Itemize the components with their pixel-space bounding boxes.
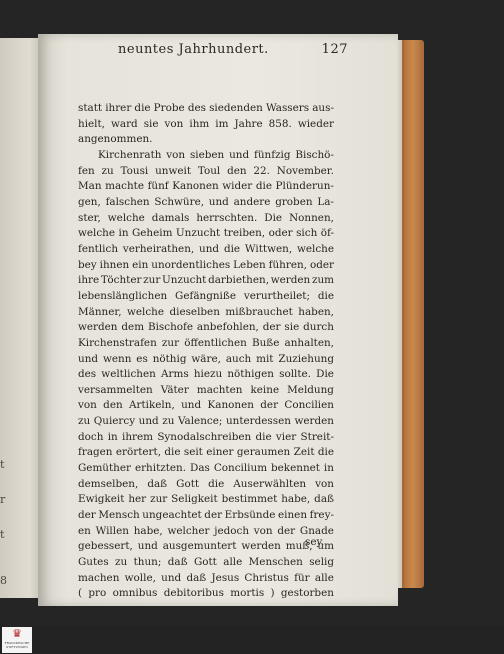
book-fore-edge	[396, 40, 424, 588]
text-line: ster, welche damals herrschten. Die Nonnen,	[78, 211, 334, 224]
text-line: Man machte fünf Kanonen wider die Plünderun-	[78, 180, 334, 193]
text-line: des weltlichen Arms hiezu nöthigen sollte. Die	[78, 368, 334, 381]
running-header	[118, 42, 348, 60]
text-line: fen zu Tousi unweit Toul den 22. November.	[78, 164, 334, 177]
text-line: machen wolle, und daß Jesus Christus für alle	[78, 571, 334, 584]
text-line: Kirchenrath von sieben und fünfzig Bischö-	[98, 148, 334, 161]
text-line: statt ihrer die Probe des siedenden Wassers aus-	[78, 102, 334, 114]
viewer-footer	[0, 626, 504, 654]
text-line: lebenslänglichen Gefängniße verurtheilet; die	[78, 289, 334, 302]
text-line: gen, falschen Schwüre, und andere groben La-	[78, 195, 334, 208]
text-line: gebessert, und ausgemuntert werden muß, um	[78, 540, 334, 553]
text-line: Gemüther erhitzten. Das Concilium bekennet in	[78, 462, 334, 475]
text-line: hielt, ward sie von ihm im Jahre 858. wieder	[78, 117, 334, 130]
library-logo-icon: ♛	[12, 627, 22, 640]
text-line: demselben, daß Gott die Auserwählten von	[78, 477, 334, 490]
text-line: Ewigkeit her zur Seligkeit bestimmet habe, daß	[78, 493, 334, 506]
text-line: Kirchenstrafen zur öffentlichen Buße anhalten,	[78, 336, 334, 349]
text-line: doch in ihrem Synodalschreiben die vier Streit-	[78, 430, 334, 443]
left-page-fragment: 8	[0, 574, 7, 587]
text-line: zu Quiercy und zu Valence; unterdessen werden	[78, 415, 334, 428]
text-line: ihre Töchter zur Unzucht darbiethen, werden zum	[78, 274, 334, 287]
text-line: welche in Geheim Unzucht treiben, oder sich öf-	[78, 227, 334, 240]
text-line: Gutes zu thun; daß Gott alle Menschen selig	[78, 556, 334, 569]
catchword: sey.	[305, 536, 325, 548]
left-page-edge	[0, 38, 42, 598]
text-line: Männer, welche dieselben mißbrauchet haben,	[78, 305, 334, 318]
left-page-fragment: r	[0, 493, 6, 506]
text-line: fragen erörtert, die seit einer geraumen Zeit die	[78, 446, 334, 459]
left-page-fragment: t	[0, 528, 5, 541]
page-number: 127	[321, 42, 348, 57]
text-line: ( pro omnibus debitoribus mortis ) gestorben	[78, 587, 334, 600]
running-title: neuntes Jahrhundert.	[118, 42, 269, 57]
library-logo-text: FRANCKESCHE STIFTUNGEN	[4, 641, 30, 649]
text-line: von den Artikeln, und Kanonen der Concilien	[78, 399, 334, 412]
text-line: fentlich verheirathen, und die Wittwen, welche	[78, 242, 334, 255]
text-line: angenommen.	[78, 133, 153, 146]
text-line: und wenn es nöthig wäre, auch mit Zuziehung	[78, 352, 334, 365]
text-line: versammelten Väter machten keine Meldung	[78, 383, 334, 396]
text-line: bey ihnen ein unordentliches Leben führen, oder	[78, 258, 334, 271]
text-line: werden dem Bischofe anbefohlen, der sie durch	[78, 321, 334, 334]
page-body-text	[78, 101, 334, 602]
library-logo	[2, 627, 32, 653]
left-page-fragment: t	[0, 458, 5, 471]
text-line: der Mensch ungeachtet der Erbsünde einen frey-	[78, 509, 334, 522]
text-line: en Willen habe, welcher jedoch von der Gnade	[78, 524, 334, 537]
